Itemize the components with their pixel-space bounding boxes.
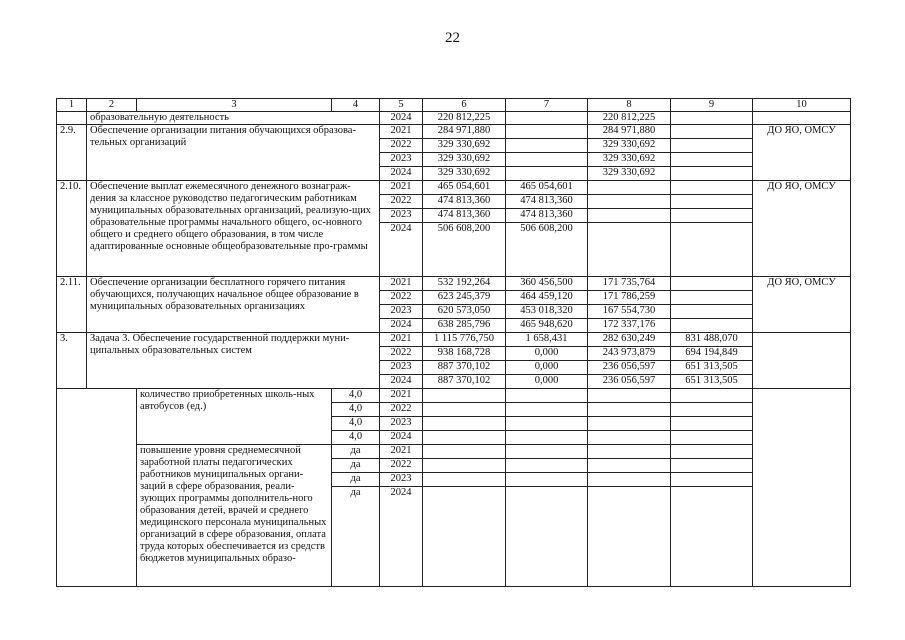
value-cell: 220 812,225	[588, 112, 671, 125]
col-header: 9	[671, 99, 753, 112]
responsible-cell: ДО ЯО, ОМСУ	[753, 277, 851, 333]
row-number: 2.11.	[57, 277, 87, 333]
page-number: 22	[445, 30, 460, 46]
indicator-label: повышение уровня среднемесячной заработной платы педагогических работников муниципальных органи-заций в сфере образования, реали-зующих программы дополнитель-ного образования детей, врачей и среднего медицинского персонала муниципальных организаций в сфере образования, оплата труда которых обеспечивается из средств бюджетов муниципальных образо-	[137, 445, 332, 587]
table-row: 2.9. Обеспечение организации питания обучающихся образова-тельных организаций 2021 284 971,880 284 971,880 ДО ЯО, ОМСУ	[57, 125, 851, 139]
responsible-cell: ДО ЯО, ОМСУ	[753, 125, 851, 181]
row-number: 2.10.	[57, 181, 87, 277]
col-header: 7	[506, 99, 588, 112]
header-row	[57, 99, 851, 112]
col-header: 10	[753, 99, 851, 112]
program-table: 1 2 3 4 5 6 7 8 9 10 образовательную деятельность 2024 220 812,225 220 812,225 2.9. Обеспечение организации питания обучающихся образова-тельных организаций 2021 284 971,880 284 971,880 ДО ЯО, ОМСУ 2022 329 330,692 329 330,692 2023 329 330,692 329 330,692 2024 329 330,692 329 330,692 2.10. Обеспечение выплат ежемесячного денежного вознаграж-дения за классное руководство педагогическим работникам муниципальных образовательных организаций, реализую-щих образовательные программы начального общего, ос-новного общего и среднего общего образования, в том числе адаптированные основные общеобразовательные про-граммы 2021 465 054,601 465 054,601 ДО ЯО, ОМСУ 2022 474 813,360 474 813,360 2023 474 813,360 474 813,360 2024 506 608,200 506 608,200 2.11. Обеспечение организации бесплатного горячего питания обучающихся, получающих начальное общее образование в муниципальных образовательных организациях 2021 532 192,264 360 456,500 171 735,764 ДО ЯО, ОМСУ 2022 623 245,379 464 459,120 171 786,259 2023 620 573,050 453 018,320 167 554,730 2024 638 285,796 465 948,620 172 337,176 3. Задача 3. Обеспечение государственной поддержки муни-ципальных образовательных систем 2021 1 115 776,750 1 658,431 282 630,249 831 488,070 2022 938 168,728 0,000 243 973,879 694 194,849 2023 887 370,102 0,000 236 056,597 651 313,505 2024 887 370,102 0,000 236 056,597 651 313,505 количество приобретенных школь-ных автобусов (ед.) 4,0 2021 4,0 2022 4,0 2023 4,0 2024 повышение уровня среднемесячной заработной платы педагогических работников муниципальных органи-заций в сфере образования, реали-зующих программы дополнитель-ного образования детей, врачей и среднего медицинского персонала муниципальных организаций в сфере образования, оплата труда которых обеспечивается из средств бюджетов муниципальных образо- да 2021 да 2022 да 2023 да 2024	[56, 98, 851, 587]
row-title: Обеспечение организации питания обучающихся образова-тельных организаций	[87, 125, 380, 181]
col-header: 8	[588, 99, 671, 112]
row-number: 2.9.	[57, 125, 87, 181]
responsible-cell: ДО ЯО, ОМСУ	[753, 181, 851, 277]
table-row: 3. Задача 3. Обеспечение государственной поддержки муни-ципальных образовательных систем 2021 1 115 776,750 1 658,431 282 630,249 831 488,070	[57, 333, 851, 347]
row-title: Обеспечение выплат ежемесячного денежного вознаграж-дения за классное руководство педагогическим работникам муниципальных образовательных организаций, реализую-щих образовательные программы начального общего, ос-новного общего и среднего общего образования, в том числе адаптированные основные общеобразовательные про-граммы	[87, 181, 380, 277]
table-row: 2.11. Обеспечение организации бесплатного горячего питания обучающихся, получающих начальное общее образование в муниципальных образовательных организациях 2021 532 192,264 360 456,500 171 735,764 ДО ЯО, ОМСУ	[57, 277, 851, 291]
indicator-row: количество приобретенных школь-ных автобусов (ед.) 4,0 2021	[57, 389, 851, 403]
col-header: 3	[137, 99, 332, 112]
row-title: образовательную деятельность	[87, 112, 380, 125]
col-header: 6	[423, 99, 506, 112]
year-cell: 2024	[380, 112, 423, 125]
col-header: 5	[380, 99, 423, 112]
row-title: Обеспечение организации бесплатного горячего питания обучающихся, получающих начальное общее образование в муниципальных образовательных организациях	[87, 277, 380, 333]
table-row: 2.10. Обеспечение выплат ежемесячного денежного вознаграж-дения за классное руководство педагогическим работникам муниципальных образовательных организаций, реализую-щих образовательные программы начального общего, ос-новного общего и среднего общего образования, в том числе адаптированные основные общеобразовательные про-граммы 2021 465 054,601 465 054,601 ДО ЯО, ОМСУ	[57, 181, 851, 195]
col-header: 2	[87, 99, 137, 112]
row-number: 3.	[57, 333, 87, 389]
col-header: 4	[332, 99, 380, 112]
value-cell: 220 812,225	[423, 112, 506, 125]
indicator-row: повышение уровня среднемесячной заработной платы педагогических работников муниципальных органи-заций в сфере образования, реали-зующих программы дополнитель-ного образования детей, врачей и среднего медицинского персонала муниципальных организаций в сфере образования, оплата труда которых обеспечивается из средств бюджетов муниципальных образо- да 2021	[57, 445, 851, 459]
table-row	[57, 112, 851, 125]
indicator-label: количество приобретенных школь-ных автобусов (ед.)	[137, 389, 332, 445]
row-title: Задача 3. Обеспечение государственной поддержки муни-ципальных образовательных систем	[87, 333, 380, 389]
col-header: 1	[57, 99, 87, 112]
